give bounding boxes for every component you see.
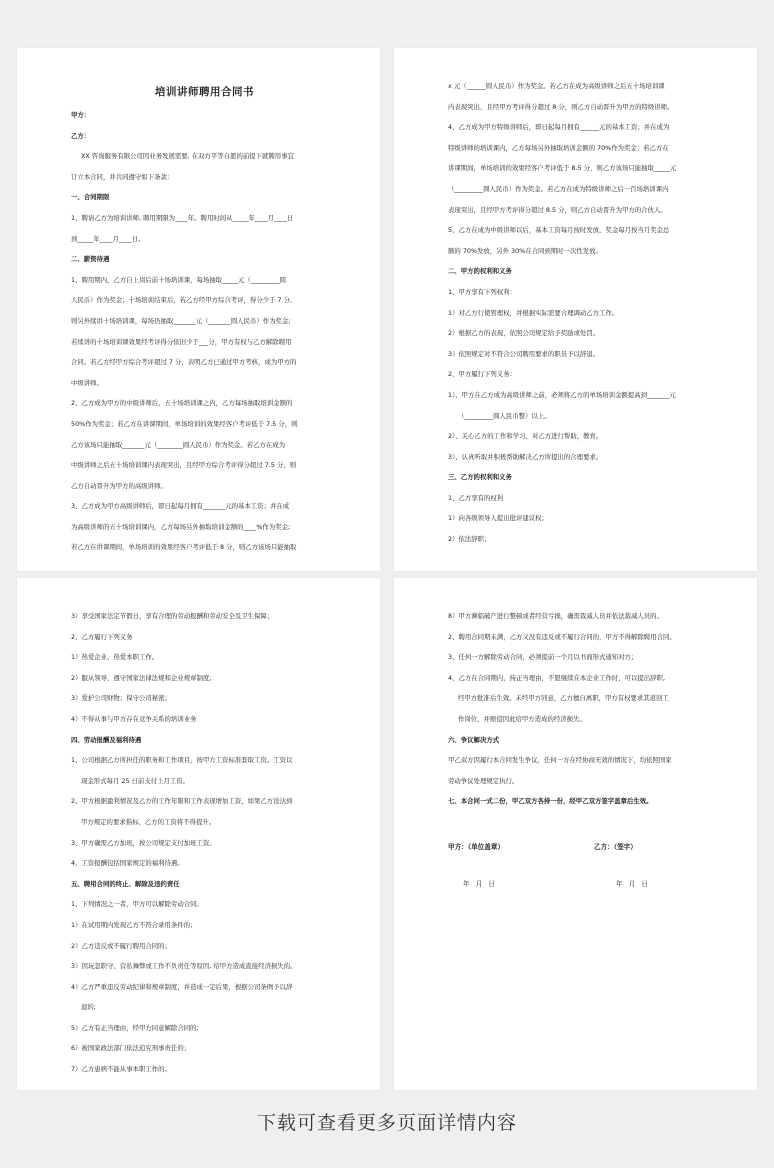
page-3-lines	[71, 606, 338, 1080]
contract-line: 劳动争议处理规定执行。	[448, 776, 519, 785]
section-heading: 乙方：	[71, 131, 91, 140]
section-heading: 五、聘用合同的终止、解除及违约责任	[71, 879, 180, 888]
contract-line: 合同。若乙方经甲方综合考评超过 7 分，表明乙方已通过甲方考核，成为甲方的	[71, 358, 297, 367]
contract-line: 1、下列情况之一者，甲方可以解除劳动合同。	[71, 900, 203, 909]
contract-page-3	[17, 578, 380, 1090]
page-2-lines	[448, 76, 715, 550]
contract-line: 50%作为奖金；若乙方在讲课期间，单场培训的效果经客户考评低于 7.5 分，则	[71, 419, 298, 428]
contract-title: 培训讲师聘用合同书	[155, 86, 254, 98]
contract-line: 1）在试用期内发现乙方不符合录用条件的；	[71, 920, 197, 929]
contract-line: 作岗位，并赔偿因此给甲方造成的经济损失。	[458, 714, 586, 723]
contract-line: 2）服从领导，遵守国家法律法规和企业规章制度；	[71, 673, 216, 682]
contract-line: 3）爱护公司财物；保守公司秘密；	[71, 694, 171, 703]
contract-line: 2、甲方根据盈利情况及乙方的工作年限和工作表现增加工资，如果乙方没达到	[71, 797, 293, 806]
contract-page-4	[394, 578, 757, 1090]
contract-line: 1、聘请乙方为培训讲师, 聘用期限为____年。聘用时间从_____年____月____日	[71, 213, 294, 222]
contract-line: 额的 70%发放，另外 30%在合同到期时一次性发放。	[448, 246, 602, 255]
contract-line: 8）甲方濒临破产进行整顿或者经营亏损，确需裁减人员并依法裁减人员的。	[448, 612, 663, 620]
contract-line: 7）乙方患病不能从事本职工作的；	[71, 1065, 171, 1074]
contract-line: 经甲方批准后生效。未经甲方同意，乙方擅自离职，甲方有权要求其返回工	[458, 694, 669, 703]
contract-line: 甲方规定的要求指标、乙方的工资将不得提升。	[81, 817, 216, 826]
section-heading: 二、薪资待遇	[71, 255, 110, 264]
page-3-content	[71, 606, 338, 1080]
contract-line: XX 咨询服务有限公司因业务发展需要, 在双方平等自愿的前提下就聘用事宜	[81, 152, 294, 161]
page-4-lines	[448, 606, 715, 812]
contract-line: 4、工资报酬包括国家规定的福利待遇。	[71, 859, 184, 868]
contract-line: 4）不得从事与甲方存在竞争关系的培训业务	[71, 714, 197, 723]
date-party-a: 年 月 日	[463, 880, 497, 888]
contract-line: 内表现突出，且经甲方考评得分超过 8 分，则乙方自动晋升为甲方的特级讲师。	[448, 102, 674, 111]
section-heading: 七、本合同一式二份，甲乙双方各持一份，经甲乙双方签字盖章后生效。	[448, 797, 653, 806]
contract-line: 1）对乙方行使管理权，并根据实际需要合理调动乙方工作。	[448, 308, 619, 317]
footer-download-hint[interactable]: 下载可查看更多页面详情内容	[256, 1112, 517, 1134]
contract-line: 现金形式每月 25 日前支付上月工资。	[81, 776, 190, 785]
contract-line: 表现突出，且经甲方考评得分超过 8.5 分，则乙方自动晋升为甲方的合伙人。	[448, 205, 667, 214]
contract-page-2	[394, 48, 757, 571]
contract-line: 4、乙方在合同期内，持正当理由，不愿继续在本企业工作时，可以提出辞职,	[448, 673, 665, 682]
contract-line: 退的;	[81, 1003, 96, 1012]
date-party-b: 年 月 日	[616, 880, 650, 888]
contract-line: 2）乙方违反或不履行聘用合同的；	[71, 941, 171, 950]
contract-line: 4、乙方成为甲方特级讲师后，即日起每月拥有______元的基本工资；并在成为	[448, 123, 670, 132]
contract-line: 特级讲师的培训课内，乙方每场另外抽取培训金额的 70%作为奖金；若乙方在	[448, 143, 669, 152]
contract-line: 1、甲方享有下列权利：	[448, 287, 516, 296]
contract-line: 中级讲师之后五十场培训课内表现突出，且经甲方综合考评得分超过 7.5 分，则	[71, 461, 297, 470]
contract-line: 乙方该场只能抽取_______元（________圆人民币）作为奖金。若乙方在成为	[71, 440, 286, 449]
page-2-content	[448, 76, 715, 550]
section-heading: 四、劳动报酬及福利待遇	[71, 735, 142, 744]
contract-line: 3）、认真听取并积极帮助解决乙方所提出的合理要求。	[448, 452, 603, 461]
page-1-content	[71, 84, 338, 558]
contract-line: 5、乙方在成为中级讲师以后，基本工资每月按时发放，奖金每月按当月奖金总	[448, 226, 670, 235]
contract-line: 1、聘用期内，乙方自上岗后前十场培训课，每场抽取_____元（_________圆	[71, 275, 286, 284]
contract-line: 5）乙方有正当理由，经甲方同意解除合同的;	[71, 1023, 199, 1032]
section-heading: 六、争议解决方式	[448, 735, 500, 744]
section-heading: 一、合同期限	[71, 193, 110, 202]
contract-line: x 元（______圆人民币）作为奖金。若乙方在成为高级讲师之后五十场培训课	[448, 82, 665, 90]
contract-line: 1）向各级领导人提出批评建议权；	[448, 514, 548, 523]
contract-line: 中级讲师。	[71, 378, 103, 387]
contract-line: 1）热爱企业、热爱本职工作。	[71, 653, 159, 662]
contract-line: 讲课期间，单场培训的效果经客户考评低于 8.5 分，则乙方该场只能抽取_____元	[448, 164, 677, 173]
contract-line: 3、任何一方解除劳动合同，必须提前一个月以书面形式通知对方；	[448, 653, 638, 662]
contract-line: 1、公司根据乙方所担任的职务和工作项目，按甲方工资标准套取工资。工资以	[71, 756, 293, 765]
contract-line: 3、甲方确需乙方加班，按公司规定支付加班工资。	[71, 838, 216, 847]
contract-line: 人民币）作为奖金；十场培训结束后，若乙方经甲方综合考评，得分少于 7 分,	[71, 296, 293, 305]
contract-line: 2、乙方履行下列义务	[71, 632, 133, 641]
contract-line: 3）依照规定对不符合公司聘用要求的职员予以辞退。	[448, 349, 600, 358]
section-heading: 二、甲方的权利和义务	[448, 267, 512, 276]
contract-line: 4）乙方严重违反劳动纪律和规章制度，并造成一定后果，根据公司条例予以辞	[71, 982, 293, 991]
contract-line: 1）、甲方在乙方成为高级讲师之前，必须将乙方的单场培训金额提高到_______元	[448, 390, 676, 399]
contract-line: 2）、关心乙方的工作和学习，对乙方进行帮助、教育。	[448, 432, 603, 441]
contract-line: 3、乙方成为甲方高级讲师后，即日起每月拥有_______元的基本工资；并在成	[71, 502, 290, 511]
contract-line: 6）被国家政法部门依法追究刑事责任的；	[71, 1044, 191, 1053]
contract-line: 2、乙方成为甲方的中级讲师后，五十场培训课之内，乙方每场抽取培训金额的	[71, 399, 293, 408]
contract-line: （_________圆人民币整）以上。	[458, 411, 551, 420]
contract-line: 3）享受国家法定节假日、享有合理的劳动报酬和劳动安全及卫生保障；	[71, 612, 274, 620]
contract-line: 则另外续讲十场培训课，每场仍抽取_______元（_______圆人民币）作为奖金;	[71, 316, 291, 325]
contract-line: 到_____年____月____日。	[71, 234, 145, 243]
contract-line: 若乙方在讲课期间，单场培训的效果经客户考评低于 8 分，则乙方该场只能抽取	[71, 543, 297, 552]
contract-line: 甲乙双方因履行本合同发生争议，任何一方在经协商无效的情况下，均依照国家	[448, 756, 672, 765]
contract-line: 乙方自动晋升为甲方的高级讲师。	[71, 481, 167, 490]
section-heading: 三、乙方的权利和义务	[448, 473, 512, 482]
contract-line: 1、乙方享有的权利	[448, 493, 504, 502]
contract-line: （_________圆人民币）作为奖金。若乙方在成为特级讲师之后一百场培训课内	[448, 184, 669, 193]
contract-page-1	[17, 48, 380, 571]
section-heading: 甲方：	[71, 111, 91, 119]
contract-line: 2、聘用合同期未满，乙方又没有违反或不履行合同的，甲方不得解除聘用合同。	[448, 632, 676, 641]
contract-line: 订立本合同，并共同遵守如下条款：	[71, 172, 174, 181]
contract-line: 2）根据乙方的表现，依照公司规定给予奖励或处罚。	[448, 329, 600, 338]
contract-line: 3）因玩忽职守、营私舞弊或工作不负责任等原因, 给甲方造成直接经济损失的。	[71, 962, 297, 971]
page-1-lines	[71, 105, 338, 558]
page-4-content	[448, 606, 715, 812]
contract-line: 2）依法辞职；	[448, 535, 491, 544]
contract-line: 为高级讲师的五十场培训课内，乙方每场另外抽取培训金额的____%作为奖金;	[71, 522, 291, 531]
contract-line: 若续讲的十场培训课效果经考评得分依旧少于___分，甲方有权与乙方解除聘用	[71, 337, 292, 346]
signature-party-b: 乙方：（签字）	[594, 843, 637, 851]
contract-line: 2、甲方履行下列义务：	[448, 370, 516, 379]
signature-party-a: 甲方：（单位盖章）	[448, 843, 505, 851]
